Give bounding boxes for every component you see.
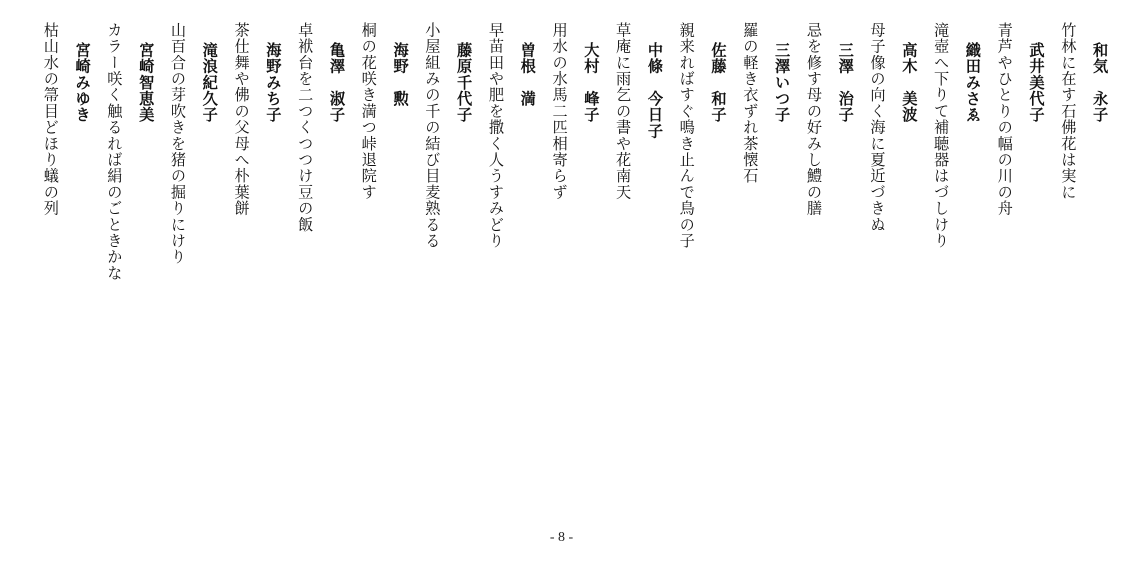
haiku-text: 桐の花咲き満つ峠退院す	[359, 22, 378, 201]
author-name: 織田みさゑ	[963, 42, 982, 123]
author-name: 大村 峰子	[582, 42, 601, 123]
haiku-text: 早苗田や肥を撒く人うすみどり	[486, 22, 505, 249]
haiku-text: 羅の軽き衣ずれ茶懐石	[741, 22, 760, 184]
haiku-text: 卓袱台を二つくつつけ豆の飯	[296, 22, 315, 233]
author-name: 佐藤 和子	[709, 42, 728, 123]
haiku-text: 小屋組みの千の結び目麦熟るる	[423, 22, 442, 249]
haiku-text: 滝壺へ下りて補聴器はづしけり	[932, 22, 951, 249]
author-name: 和気 永子	[1091, 42, 1110, 123]
page-number: - 8 -	[549, 530, 574, 545]
haiku-text: カラー咲く触るれば絹のごときかな	[105, 22, 124, 282]
author-name: 高木 美波	[900, 42, 919, 123]
author-name: 宮崎智恵美	[137, 42, 156, 123]
haiku-text: 母子像の向く海に夏近づきぬ	[868, 22, 887, 233]
haiku-text: 忌を修す母の好みし鱧の膳	[804, 22, 823, 217]
author-name: 武井美代子	[1027, 42, 1046, 123]
author-name: 藤原千代子	[455, 42, 474, 123]
author-name: 海野みち子	[264, 42, 283, 123]
author-name: 滝浪紀久子	[200, 42, 219, 123]
author-name: 中條 今日子	[645, 42, 664, 140]
haiku-text: 枯山水の箒目どほり蟻の列	[41, 22, 60, 217]
author-name: 亀澤 淑子	[327, 42, 346, 123]
author-name: 海野 勲	[391, 42, 410, 107]
author-name: 三澤いつ子	[773, 42, 792, 123]
author-name: 宮崎みゆき	[73, 42, 92, 123]
haiku-text: 用水の水馬二匹相寄らず	[550, 22, 569, 201]
haiku-text: 草庵に雨乞の書や花南天	[614, 22, 633, 201]
haiku-text: 山百合の芽吹きを猪の掘りにけり	[168, 22, 187, 265]
author-name: 曽根 満	[518, 42, 537, 107]
haiku-text: 竹林に在す石佛花は実に	[1059, 22, 1078, 201]
author-name: 三澤 治子	[836, 42, 855, 123]
haiku-text: 親来ればすぐ鳴き止んで鳥の子	[677, 22, 696, 249]
haiku-text: 青芦やひとりの幅の川の舟	[995, 22, 1014, 217]
haiku-list	[34, 22, 1115, 422]
haiku-text: 茶仕舞や佛の父母へ朴葉餅	[232, 22, 251, 217]
